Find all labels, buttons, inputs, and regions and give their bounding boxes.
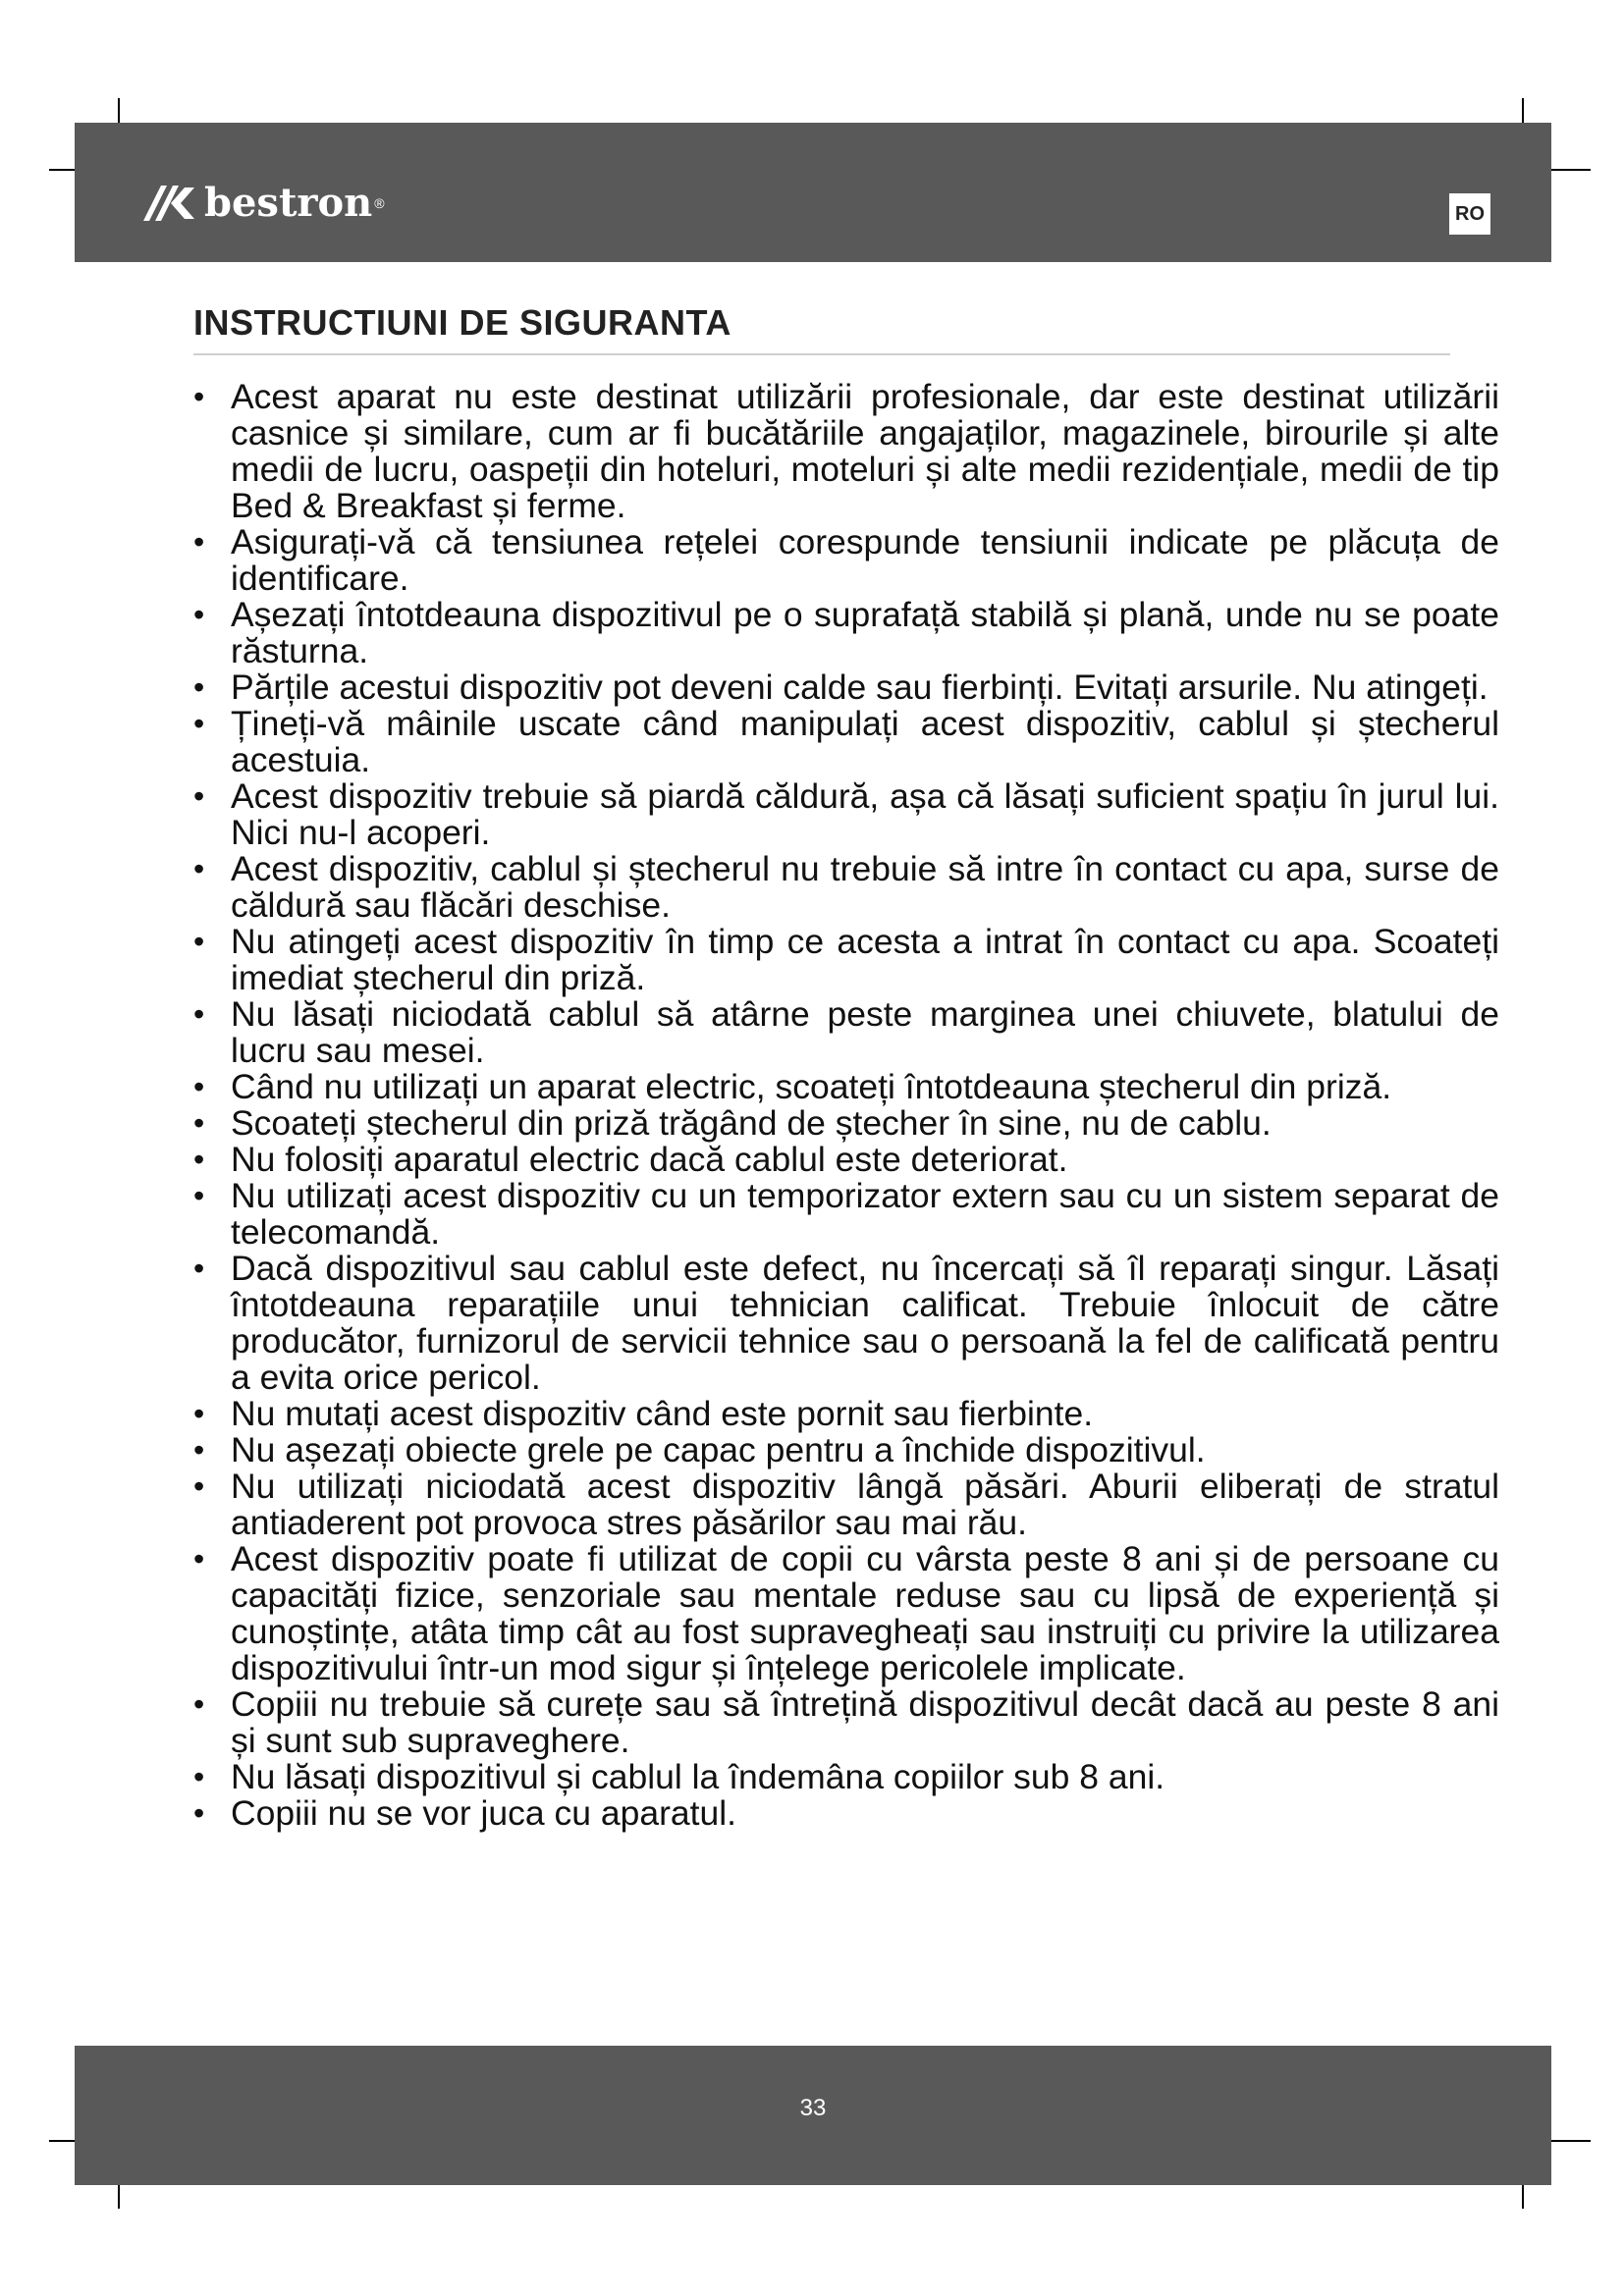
list-item: • Nu mutați acest dispozitiv când este pornit sau fierbinte. (193, 1396, 1499, 1432)
list-item: • Acest dispozitiv, cablul și ștecherul nu trebuie să intre în contact cu apa, surse de căldură sau flăcări deschise. (193, 851, 1499, 924)
list-item: • Nu folosiți aparatul electric dacă cablul este deteriorat. (193, 1142, 1499, 1178)
brand-name: bestron (204, 180, 373, 226)
list-item: • Acest dispozitiv trebuie să piardă căldură, așa că lăsați suficient spațiu în jurul lui. Nici nu-l acoperi. (193, 778, 1499, 851)
safety-list (193, 379, 1499, 1832)
list-item: • Asigurați-vă că tensiunea rețelei corespunde tensiunii indicate pe plăcuța de identificare. (193, 524, 1499, 597)
list-item: • Nu utilizați acest dispozitiv cu un temporizator extern sau cu un sistem separat de telecomandă. (193, 1178, 1499, 1251)
footer-band (75, 2046, 1551, 2185)
header-band (75, 123, 1551, 262)
list-item: • Așezați întotdeauna dispozitivul pe o suprafață stabilă și plană, unde nu se poate răsturna. (193, 597, 1499, 669)
language-badge: RO (1449, 193, 1490, 235)
list-item: • Copiii nu trebuie să curețe sau să întrețină dispozitivul decât dacă au peste 8 ani și sunt sub supraveghere. (193, 1686, 1499, 1759)
title-divider (193, 353, 1450, 355)
list-item: • Scoateți ștecherul din priză trăgând de ștecher în sine, nu de cablu. (193, 1105, 1499, 1142)
list-item: • Copiii nu se vor juca cu aparatul. (193, 1795, 1499, 1832)
brand-logo (141, 180, 385, 226)
chevrons-icon (141, 184, 196, 223)
list-item: • Când nu utilizați un aparat electric, scoateți întotdeauna ștecherul din priză. (193, 1069, 1499, 1105)
registered-icon: ® (374, 195, 385, 211)
list-item: • Nu utilizați niciodată acest dispozitiv lângă păsări. Aburii eliberați de stratul antiaderent pot provoca stres păsărilor sau mai rău. (193, 1468, 1499, 1541)
list-item: • Părțile acestui dispozitiv pot deveni calde sau fierbinți. Evitați arsurile. Nu atingeți. (193, 669, 1499, 706)
list-item: • Dacă dispozitivul sau cablul este defect, nu încercați să îl reparați singur. Lăsați întotdeauna reparațiile unui tehnician calificat. Trebuie înlocuit de către producător, furnizorul de servicii tehnice sau o persoană la fel de calificată pentru a evita orice pericol. (193, 1251, 1499, 1396)
section-title: INSTRUCTIUNI DE SIGURANTA (193, 302, 731, 343)
list-item: • Nu lăsați dispozitivul și cablul la îndemâna copiilor sub 8 ani. (193, 1759, 1499, 1795)
list-item: • Nu lăsați niciodată cablul să atârne peste marginea unei chiuvete, blatului de lucru sau mesei. (193, 996, 1499, 1069)
list-item: • Acest aparat nu este destinat utilizării profesionale, dar este destinat utilizării casnice și similare, cum ar fi bucătăriile angajaților, magazinele, birourile și alte medii de lucru, oaspeții din hoteluri, moteluri și alte medii rezidențiale, medii de tip Bed & Breakfast și ferme. (193, 379, 1499, 524)
list-item: • Nu așezați obiecte grele pe capac pentru a închide dispozitivul. (193, 1432, 1499, 1468)
list-item: • Țineți-vă mâinile uscate când manipulați acest dispozitiv, cablul și ștecherul acestuia. (193, 706, 1499, 778)
page-number: 33 (799, 2095, 827, 2121)
list-item: • Acest dispozitiv poate fi utilizat de copii cu vârsta peste 8 ani și de persoane cu capacități fizice, senzoriale sau mentale reduse sau cu lipsă de experiență și cunoștințe, atâta timp cât au fost supravegheați sau instruiți cu privire la utilizarea dispozitivului într-un mod sigur și înțelege pericolele implicate. (193, 1541, 1499, 1686)
list-item: • Nu atingeți acest dispozitiv în timp ce acesta a intrat în contact cu apa. Scoateți imediat ștecherul din priză. (193, 924, 1499, 996)
